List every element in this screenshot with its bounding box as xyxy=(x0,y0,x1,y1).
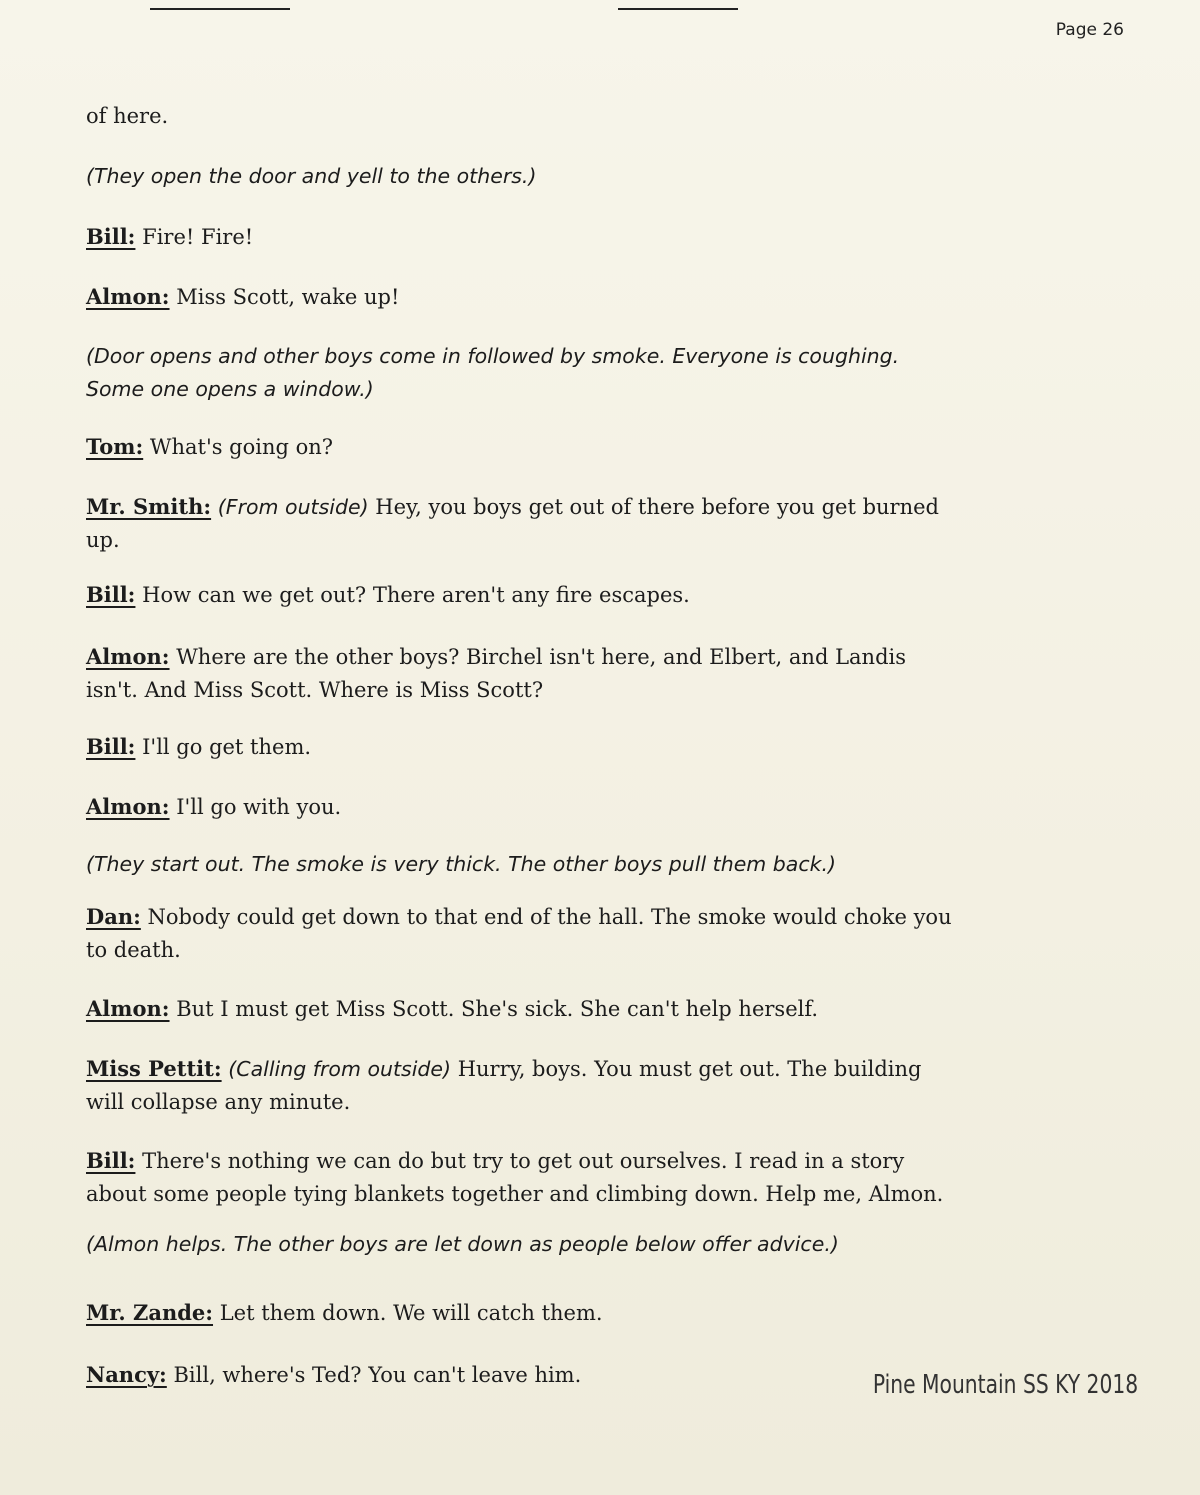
script-line-1 xyxy=(86,100,1146,133)
script-line-5 xyxy=(86,340,1146,406)
speaker-name: Tom: xyxy=(86,434,144,459)
line-text: Let them down. We will catch them. xyxy=(219,1301,603,1325)
line-text: Bill, where's Ted? You can't leave him. xyxy=(173,1363,582,1387)
script-line-15 xyxy=(86,1052,1146,1119)
line-text: Hurry, boys. You must get out. The building xyxy=(457,1057,922,1081)
speaker-name: Bill: xyxy=(86,224,136,249)
line-text: Nobody could get down to that end of the hall. The smoke would choke you xyxy=(147,905,952,929)
script-line-3 xyxy=(86,220,1146,254)
speaker-name: Nancy: xyxy=(86,1362,167,1387)
line-text-cont: up. xyxy=(86,528,120,552)
stage-direction: (Almon helps. The other boys are let down as people below offer advice.) xyxy=(86,1232,839,1256)
script-line-4 xyxy=(86,280,1146,314)
script-line-9 xyxy=(86,640,1146,707)
speaker-name: Almon: xyxy=(86,644,170,669)
line-text: How can we get out? There aren't any fire escapes. xyxy=(142,583,690,607)
script-line-18 xyxy=(86,1296,1146,1330)
line-text: What's going on? xyxy=(149,435,334,459)
speaker-name: Miss Pettit: xyxy=(86,1056,222,1081)
speaker-name: Bill: xyxy=(86,734,136,759)
speaker-name: Mr. Smith: xyxy=(86,494,212,519)
line-text: I'll go get them. xyxy=(142,735,312,759)
script-line-14 xyxy=(86,992,1146,1026)
line-text-cont: about some people tying blankets together and climbing down. Help me, Almon. xyxy=(86,1182,944,1206)
line-text: Hey, you boys get out of there before you get burned xyxy=(375,495,939,519)
script-line-12 xyxy=(86,848,1146,881)
script-line-17 xyxy=(86,1228,1146,1261)
speaker-name: Mr. Zande: xyxy=(86,1300,214,1325)
line-text: Where are the other boys? Birchel isn't here, and Elbert, and Landis xyxy=(176,645,906,669)
script-line-10 xyxy=(86,730,1146,764)
stage-direction: (Calling from outside) xyxy=(228,1057,452,1081)
line-text-cont: to death. xyxy=(86,938,181,962)
page-number: Page 26 xyxy=(1055,20,1124,40)
stage-direction-cont: Some one opens a window.) xyxy=(86,377,374,401)
speaker-name: Bill: xyxy=(86,582,136,607)
top-rule-left xyxy=(150,8,290,10)
line-text: Miss Scott, wake up! xyxy=(176,285,400,309)
speaker-name: Dan: xyxy=(86,904,141,929)
speaker-name: Almon: xyxy=(86,284,170,309)
stage-direction: (They open the door and yell to the others.) xyxy=(86,164,537,188)
stage-direction: (Door opens and other boys come in followed by smoke. Everyone is coughing. xyxy=(86,344,900,368)
script-line-7 xyxy=(86,490,1146,557)
line-text: There's nothing we can do but try to get out ourselves. I read in a story xyxy=(142,1149,905,1173)
script-line-2 xyxy=(86,160,1146,193)
line-text-cont: will collapse any minute. xyxy=(86,1090,351,1114)
line-text: of here. xyxy=(86,104,169,128)
script-line-11 xyxy=(86,790,1146,824)
script-line-8 xyxy=(86,578,1146,612)
line-text-cont: isn't. And Miss Scott. Where is Miss Scott? xyxy=(86,678,544,702)
speaker-name: Bill: xyxy=(86,1148,136,1173)
watermark-text: Pine Mountain SS KY 2018 xyxy=(872,1370,1138,1400)
stage-direction: (They start out. The smoke is very thick. The other boys pull them back.) xyxy=(86,852,837,876)
speaker-name: Almon: xyxy=(86,996,170,1021)
script-line-6 xyxy=(86,430,1146,464)
stage-direction: (From outside) xyxy=(217,495,369,519)
speaker-name: Almon: xyxy=(86,794,170,819)
top-rule-right xyxy=(618,8,738,10)
line-text: I'll go with you. xyxy=(176,795,342,819)
line-text: But I must get Miss Scott. She's sick. She can't help herself. xyxy=(176,997,819,1021)
line-text: Fire! Fire! xyxy=(142,225,254,249)
script-line-13 xyxy=(86,900,1146,967)
script-line-16 xyxy=(86,1144,1146,1211)
